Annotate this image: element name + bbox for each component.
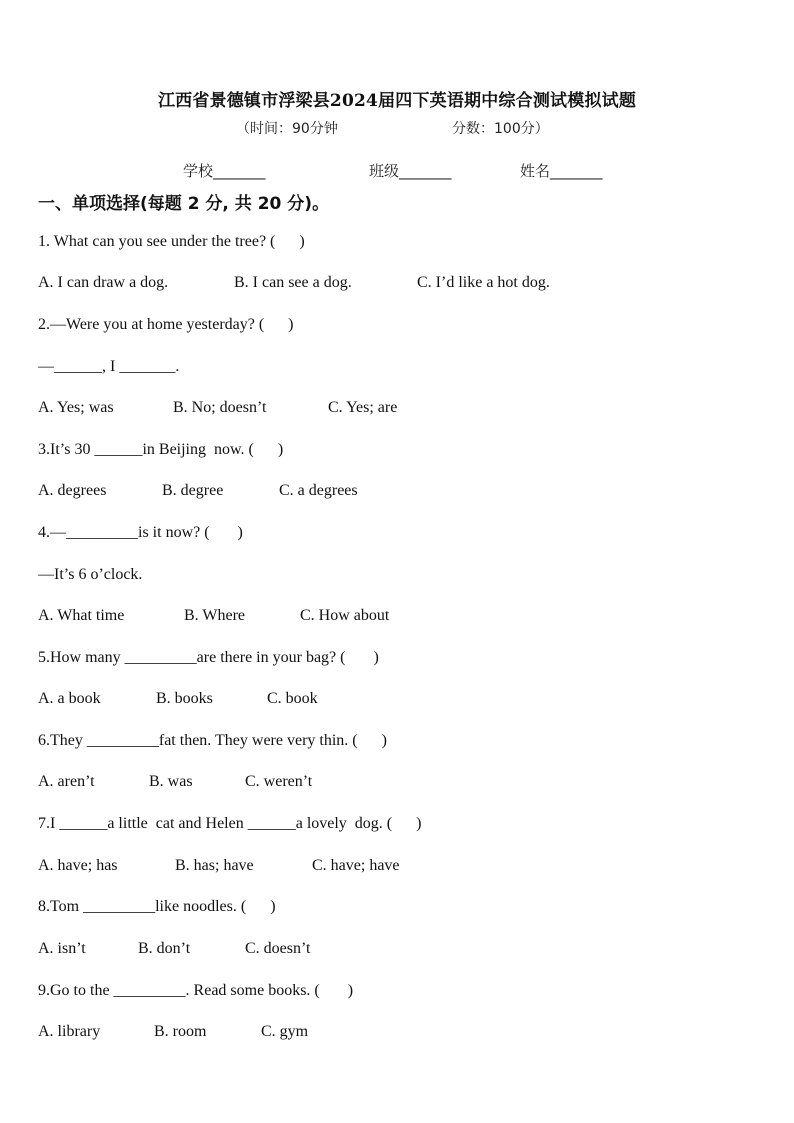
question-2-option-c: C. Yes; are xyxy=(328,399,398,416)
question-3-option-b: B. degree xyxy=(162,482,224,499)
question-1-option-a: A. I can draw a dog. xyxy=(38,274,169,291)
question-3-option-c: C. a degrees xyxy=(279,482,358,499)
exam-time: （时间：90分钟 xyxy=(236,121,338,137)
question-2-answer-line: —______, I _______. xyxy=(38,358,180,375)
school-field: 学校_______ xyxy=(183,162,266,180)
question-4-stem: 4.—_________is it now? ( ) xyxy=(38,524,243,541)
question-6-option-a: A. aren’t xyxy=(38,773,95,790)
question-8-option-b: B. don’t xyxy=(138,940,191,957)
question-3-stem: 3.It’s 30 ______in Beijing now. ( ) xyxy=(38,441,284,458)
question-8-stem: 8.Tom _________like noodles. ( ) xyxy=(38,898,276,915)
question-5-option-c: C. book xyxy=(267,690,318,707)
question-1-option-b: B. I can see a dog. xyxy=(234,274,352,291)
question-7-option-b: B. has; have xyxy=(175,857,254,874)
section-heading: 一、单项选择(每题 2 分, 共 20 分)。 xyxy=(38,194,330,214)
question-9-option-a: A. library xyxy=(38,1023,101,1040)
question-5-option-a: A. a book xyxy=(38,690,101,707)
question-4-option-b: B. Where xyxy=(184,607,246,624)
question-9-stem: 9.Go to the _________. Read some books. ( ) xyxy=(38,982,354,999)
question-2-stem: 2.—Were you at home yesterday? ( ) xyxy=(38,316,294,333)
question-1-option-c: C. I’d like a hot dog. xyxy=(417,274,550,291)
question-5-option-b: B. books xyxy=(156,690,213,707)
question-8-option-c: C. doesn’t xyxy=(245,940,311,957)
question-2-option-b: B. No; doesn’t xyxy=(173,399,267,416)
question-9-option-b: B. room xyxy=(154,1023,207,1040)
name-field: 姓名_______ xyxy=(520,162,603,180)
page-title: 江西省景德镇市浮梁县2024届四下英语期中综合测试模拟试题 xyxy=(157,91,637,111)
question-6-stem: 6.They _________fat then. They were very thin. ( ) xyxy=(38,732,387,749)
question-6-option-b: B. was xyxy=(149,773,193,790)
question-2-option-a: A. Yes; was xyxy=(38,399,114,416)
class-field: 班级_______ xyxy=(369,162,452,180)
question-7-option-c: C. have; have xyxy=(312,857,400,874)
question-1-stem: 1. What can you see under the tree? ( ) xyxy=(38,233,305,250)
exam-score: 分数：100分） xyxy=(452,121,549,137)
question-6-option-c: C. weren’t xyxy=(245,773,313,790)
question-3-option-a: A. degrees xyxy=(38,482,107,499)
question-4-option-c: C. How about xyxy=(300,607,390,624)
question-7-option-a: A. have; has xyxy=(38,857,118,874)
question-5-stem: 5.How many _________are there in your bag? ( ) xyxy=(38,649,379,666)
question-8-option-a: A. isn’t xyxy=(38,940,86,957)
question-4-answer-line: —It’s 6 o’clock. xyxy=(38,566,143,583)
question-4-option-a: A. What time xyxy=(38,607,125,624)
question-7-stem: 7.I ______a little cat and Helen ______a lovely dog. ( ) xyxy=(38,815,422,832)
question-9-option-c: C. gym xyxy=(261,1023,309,1040)
